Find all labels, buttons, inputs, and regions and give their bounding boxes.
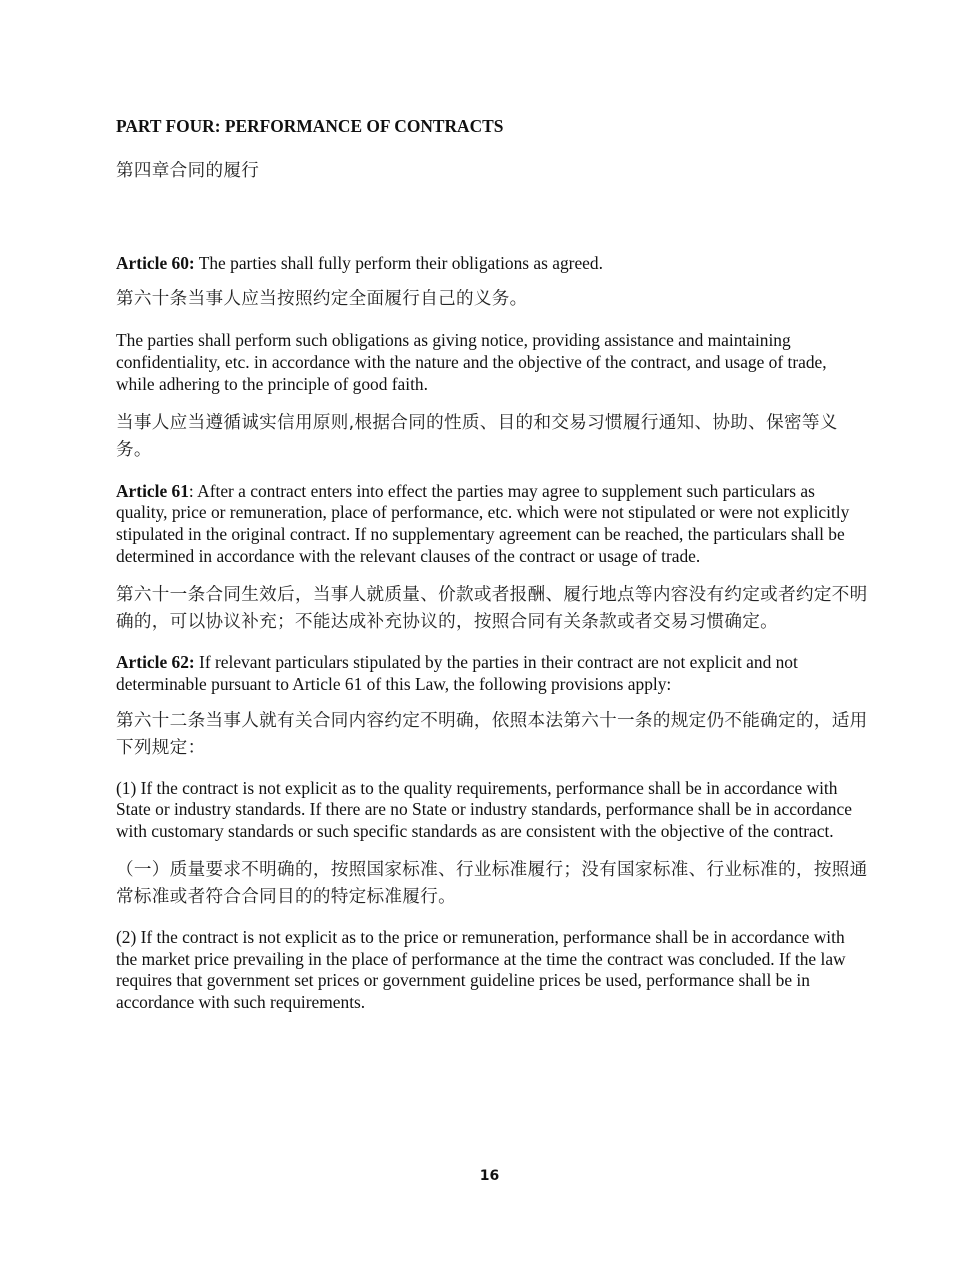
provision-item-2: (2) If the contract is not explicit as to the price or remuneration, performance shall be in accordance with the market price prevailing in the place of performance at the time the contract was concluded. If the law requires that government set prices or government guideline prices be used, performance shall be in accordance with such requirements.: [116, 926, 846, 1012]
article-62-paragraph: [116, 652, 868, 695]
article-60-second-paragraph-chinese: 当事人应当遵循诚实信用原则,根据合同的性质、目的和交易习惯履行通知、协助、保密等义务。: [116, 412, 838, 460]
article-61-text: : After a contract enters into effect the parties may agree to supplement such particulars as quality, price or remuneration, place of performance, etc. which were not stipulated or were not explicitly stipulated in the original contract. If no supplementary agreement can be reached, the particulars shall be determined in accordance with the relevant clauses of the contract or usage of trade.: [116, 480, 850, 566]
article-61-chinese: 第六十一条合同生效后，当事人就质量、价款或者报酬、履行地点等内容没有约定或者约定不明确的，可以协议补充；不能达成补充协议的，按照合同有关条款或者交易习惯确定。: [116, 585, 868, 633]
page-content: [116, 116, 868, 1014]
provision-item-1-chinese: （一）质量要求不明确的，按照国家标准、行业标准履行；没有国家标准、行业标准的，按照通常标准或者符合合同目的的特定标准履行。: [116, 859, 868, 907]
article-61-paragraph: [116, 481, 868, 568]
article-61-label: Article 61: [116, 480, 189, 501]
article-62-label: Article 62:: [116, 652, 195, 673]
article-60-text: The parties shall fully perform their obligations as agreed.: [194, 252, 603, 273]
article-60-label: Article 60:: [116, 252, 195, 273]
article-60-second-paragraph: The parties shall perform such obligations as giving notice, providing assistance and maintaining confidentiality, etc. in accordance with the nature and the objective of the contract, and usage of trade, while adhering to the principle of good faith.: [116, 330, 827, 394]
article-62-text: If relevant particulars stipulated by the parties in their contract are not explicit and not determinable pursuant to Article 61 of this Law, the following provisions apply:: [116, 652, 798, 695]
article-60-paragraph: [116, 253, 868, 275]
page-number: 16: [479, 1168, 500, 1184]
article-60-chinese: 第六十条当事人应当按照约定全面履行自己的义务。: [116, 289, 528, 310]
article-62-chinese: 第六十二条当事人就有关合同内容约定不明确，依照本法第六十一条的规定仍不能确定的，适用下列规定：: [116, 710, 868, 758]
part-heading: PART FOUR: PERFORMANCE OF CONTRACTS: [116, 116, 504, 136]
part-heading-chinese: 第四章合同的履行: [116, 160, 260, 181]
provision-item-1: (1) If the contract is not explicit as to the quality requirements, performance shall be in accordance with State or industry standards. If there are no State or industry standards, performance shall be in accordance with customary standards or such specific standards as are consistent with the objective of the contract.: [116, 777, 852, 842]
